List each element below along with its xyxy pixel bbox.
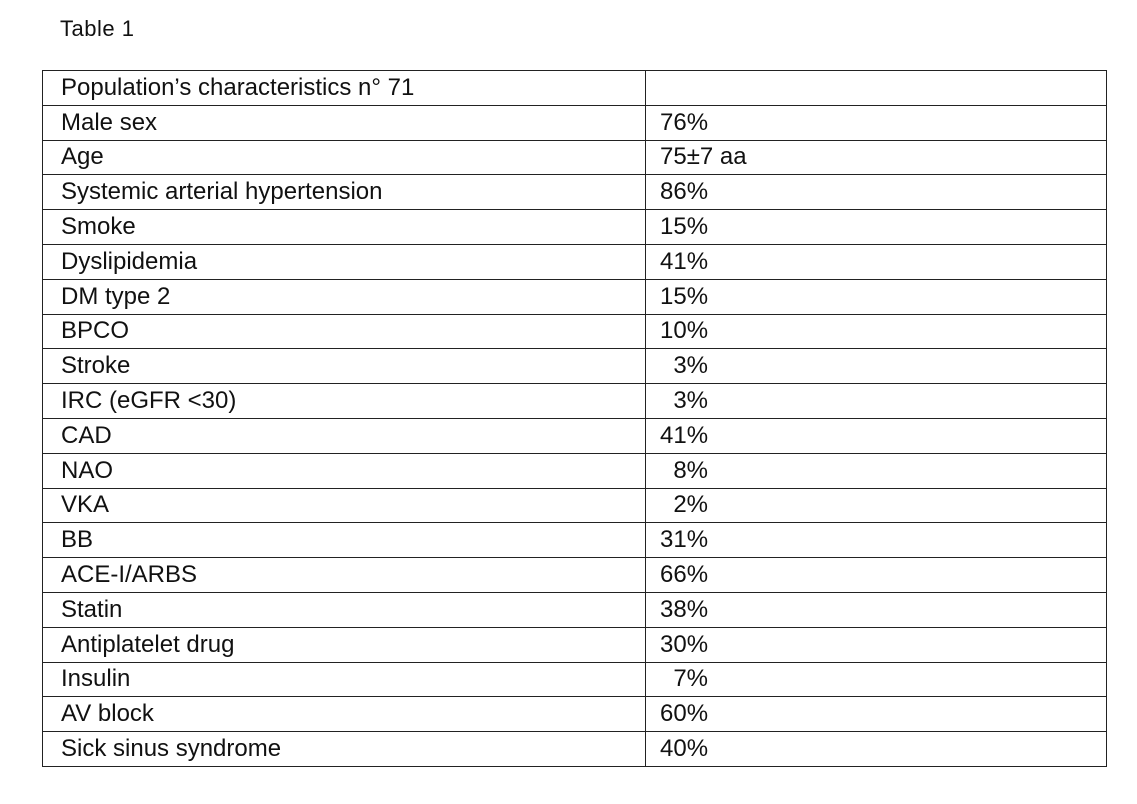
row-value: 66%: [646, 558, 1107, 593]
table-row: [43, 105, 1107, 140]
row-label: VKA: [43, 488, 646, 523]
table-row: [43, 488, 1107, 523]
table-row: [43, 627, 1107, 662]
row-label: BPCO: [43, 314, 646, 349]
row-value: 41%: [646, 244, 1107, 279]
table-row: [43, 349, 1107, 384]
row-value: 15%: [646, 210, 1107, 245]
table-row: [43, 418, 1107, 453]
row-value: 60%: [646, 697, 1107, 732]
row-label: AV block: [43, 697, 646, 732]
population-characteristics-table: [42, 70, 1107, 767]
row-label: Population’s characteristics n° 71: [43, 71, 646, 106]
row-label: DM type 2: [43, 279, 646, 314]
row-value: 3%: [646, 384, 1107, 419]
row-label: Statin: [43, 592, 646, 627]
row-label: IRC (eGFR <30): [43, 384, 646, 419]
table-row: [43, 210, 1107, 245]
row-value: 10%: [646, 314, 1107, 349]
table-row: [43, 732, 1107, 767]
row-value: 41%: [646, 418, 1107, 453]
row-label: BB: [43, 523, 646, 558]
table-row: [43, 453, 1107, 488]
row-value: 2%: [646, 488, 1107, 523]
row-value: 86%: [646, 175, 1107, 210]
table-caption: Table 1: [60, 16, 135, 41]
row-label: Systemic arterial hypertension: [43, 175, 646, 210]
table-row: [43, 71, 1107, 106]
row-value: 75±7 aa: [646, 140, 1107, 175]
table-row: [43, 384, 1107, 419]
row-value: 8%: [646, 453, 1107, 488]
row-label: Stroke: [43, 349, 646, 384]
table-row: [43, 592, 1107, 627]
row-label: CAD: [43, 418, 646, 453]
row-value: 40%: [646, 732, 1107, 767]
table-row: [43, 175, 1107, 210]
row-label: Age: [43, 140, 646, 175]
row-value: 15%: [646, 279, 1107, 314]
table-row: [43, 244, 1107, 279]
row-value: 38%: [646, 592, 1107, 627]
row-value: 76%: [646, 105, 1107, 140]
row-value: 3%: [646, 349, 1107, 384]
row-value: 7%: [646, 662, 1107, 697]
row-label: Insulin: [43, 662, 646, 697]
table-row: [43, 523, 1107, 558]
row-label: Sick sinus syndrome: [43, 732, 646, 767]
table-row: [43, 279, 1107, 314]
row-label: NAO: [43, 453, 646, 488]
table-row: [43, 314, 1107, 349]
table-row: [43, 662, 1107, 697]
table-row: [43, 697, 1107, 732]
row-label: Male sex: [43, 105, 646, 140]
row-label: Antiplatelet drug: [43, 627, 646, 662]
row-value: 30%: [646, 627, 1107, 662]
table-row: [43, 558, 1107, 593]
row-label: Dyslipidemia: [43, 244, 646, 279]
table-row: [43, 140, 1107, 175]
row-label: ACE-I/ARBS: [43, 558, 646, 593]
row-value: 31%: [646, 523, 1107, 558]
row-value: [646, 71, 1107, 106]
row-label: Smoke: [43, 210, 646, 245]
